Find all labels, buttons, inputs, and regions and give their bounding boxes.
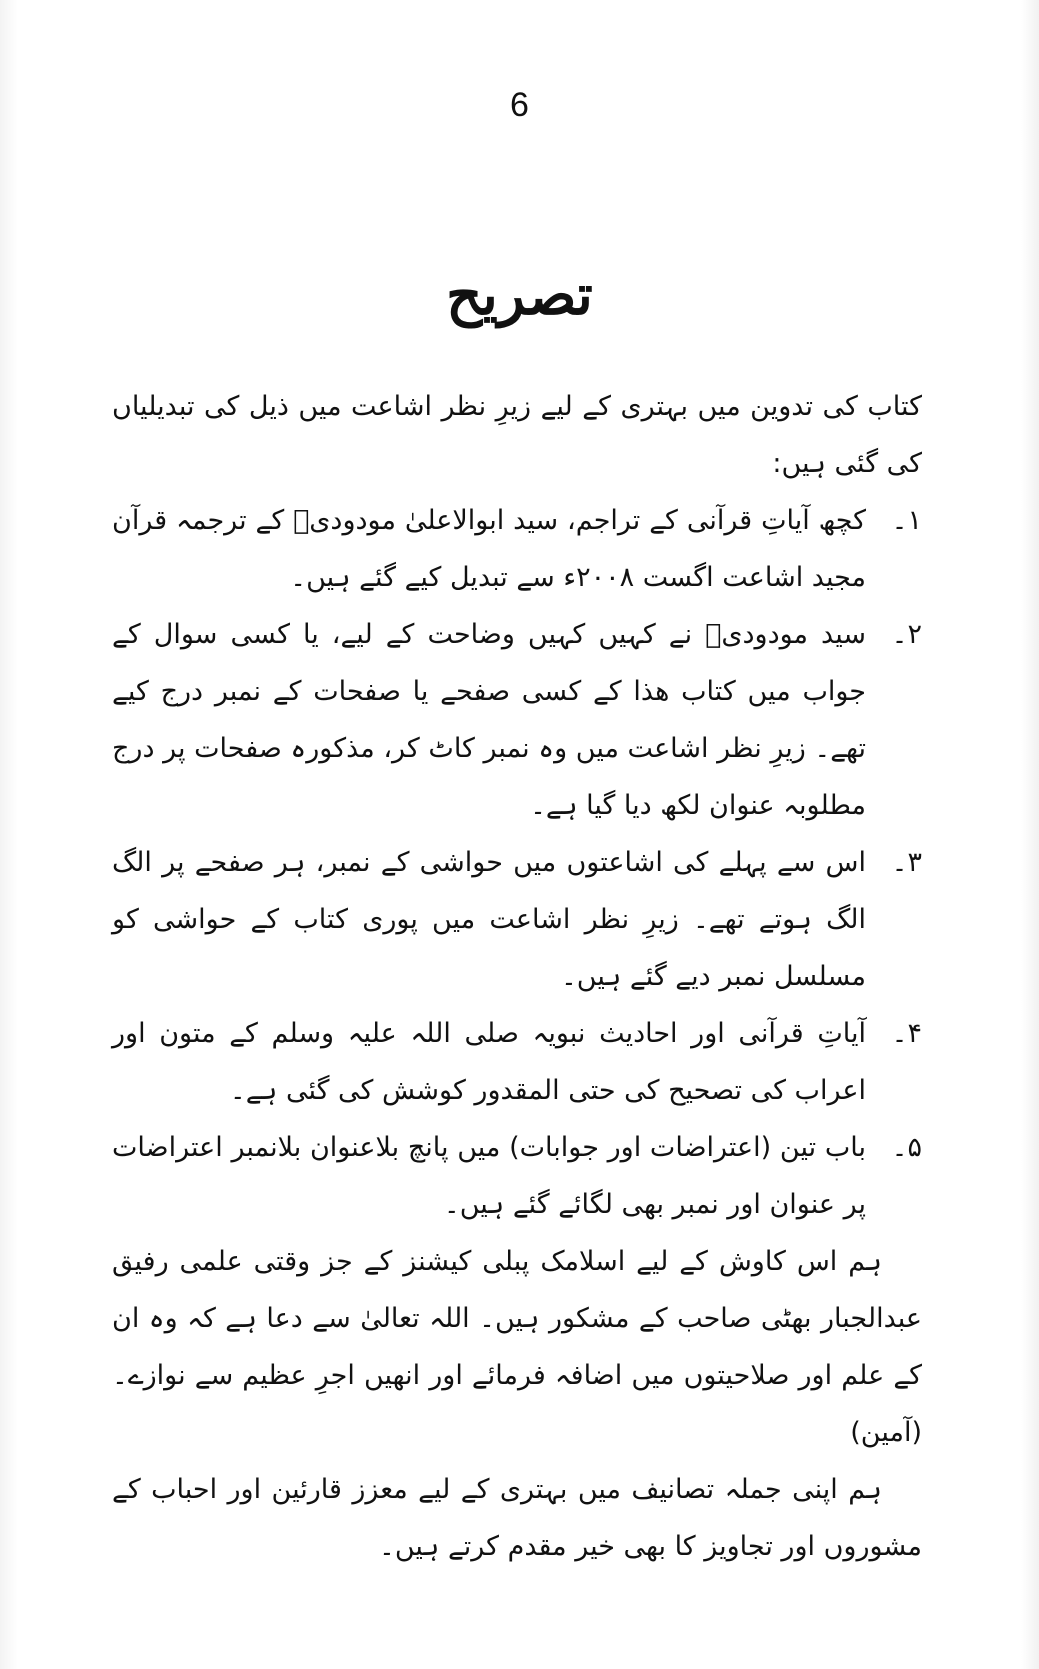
list-item [112,492,922,606]
list-item-number: ۴۔ [891,1018,922,1049]
body-text [112,378,922,1575]
list-item [112,1119,922,1233]
list-item-number: ۳۔ [891,847,922,878]
page-number: 6 [510,86,529,124]
list-item-text: کچھ آیاتِ قرآنی کے تراجم، سید ابوالاعلیٰ مودودیؒ کے ترجمہ قرآن مجید اشاعت اگست ۲۰۰۸ء سے تبدیل کیے گئے ہیں۔ [112,505,866,593]
list-item [112,1005,922,1119]
page-title: تصریح [446,262,593,328]
acknowledgement-paragraph: ہم اس کاوش کے لیے اسلامک پبلی کیشنز کے جز وقتی علمی رفیق عبدالجبار بھٹی صاحب کے مشکور ہیں۔ اللہ تعالیٰ سے دعا ہے کہ وہ ان کے علم اور صلاحیتوں میں اضافہ فرمائے اور انھیں اجرِ عظیم سے نوازے۔ (آمین) [112,1246,922,1448]
list-item-text: سید مودودیؒ نے کہیں کہیں وضاحت کے لیے، یا کسی سوال کے جواب میں کتاب ھذا کے کسی صفحے یا صفحات کے نمبر درج کیے تھے۔ زیرِ نظر اشاعت میں وہ نمبر کاٹ کر، مذکورہ صفحات پر درج مطلوبہ عنوان لکھ دیا گیا ہے۔ [112,619,866,821]
list-item [112,834,922,1005]
list-item-number: ۵۔ [891,1132,922,1163]
list-item-number: ۱۔ [891,505,922,536]
list-item-number: ۲۔ [891,619,922,650]
list-item-text: اس سے پہلے کی اشاعتوں میں حواشی کے نمبر، ہر صفحے پر الگ الگ ہوتے تھے۔ زیرِ نظر اشاعت میں پوری کتاب کے حواشی کو مسلسل نمبر دیے گئے ہیں۔ [112,847,866,992]
closing-paragraph: ہم اپنی جملہ تصانیف میں بہتری کے لیے معزز قارئین اور احباب کے مشوروں اور تجاویز کا بھی خیر مقدم کرتے ہیں۔ [112,1474,922,1562]
intro-paragraph: کتاب کی تدوین میں بہتری کے لیے زیرِ نظر اشاعت میں ذیل کی تبدیلیاں کی گئی ہیں: [112,391,922,479]
list-item-text: آیاتِ قرآنی اور احادیث نبویہ صلی اللہ علیہ وسلم کے متون اور اعراب کی تصحیح کی حتی المقدور کوشش کی گئی ہے۔ [112,1018,866,1106]
list-item-text: باب تین (اعتراضات اور جوابات) میں پانچ بلاعنوان بلانمبر اعتراضات پر عنوان اور نمبر بھی لگائے گئے ہیں۔ [112,1132,866,1220]
list-item [112,606,922,834]
